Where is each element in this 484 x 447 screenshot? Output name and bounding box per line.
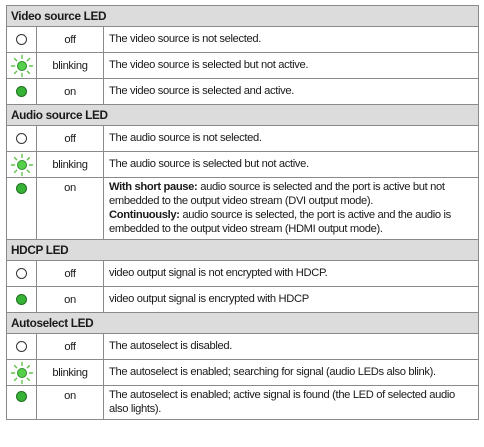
- led-off-icon: [14, 131, 29, 146]
- led-state: blinking: [37, 360, 104, 386]
- continuously-label: Continuously:: [109, 209, 180, 221]
- led-description: The audio source is not selected.: [104, 126, 479, 152]
- section-title: HDCP LED: [7, 240, 479, 261]
- led-state: off: [37, 27, 104, 53]
- section-header-row: [7, 240, 479, 261]
- table-row: [7, 287, 479, 313]
- led-state: off: [37, 126, 104, 152]
- led-state: on: [37, 287, 104, 313]
- table-row: [7, 360, 479, 386]
- led-state: on: [37, 386, 104, 420]
- table-row: [7, 334, 479, 360]
- led-description: The video source is selected and active.: [104, 79, 479, 105]
- led-status-document: [6, 5, 478, 420]
- section-title: Autoselect LED: [7, 313, 479, 334]
- led-state: off: [37, 334, 104, 360]
- short-pause-label: With short pause:: [109, 181, 198, 193]
- led-description: The autoselect is disabled.: [104, 334, 479, 360]
- section-header-row: [7, 6, 479, 27]
- continuously-text: audio source is selected, the port is active and the audio is embedded to the output video stream (HDMI output mode).: [109, 209, 451, 235]
- led-off-icon: [14, 266, 29, 281]
- table-row: [7, 386, 479, 420]
- section-title: Audio source LED: [7, 105, 479, 126]
- led-description: video output signal is encrypted with HDCP: [104, 287, 479, 313]
- led-blinking-icon: [14, 365, 29, 380]
- led-blinking-icon: [14, 157, 29, 172]
- section-header-row: [7, 313, 479, 334]
- table-row: [7, 261, 479, 287]
- led-state: on: [37, 79, 104, 105]
- led-on-icon: [14, 84, 29, 99]
- table-row: [7, 126, 479, 152]
- led-blinking-icon: [14, 58, 29, 73]
- led-description: The autoselect is enabled; searching for signal (audio LEDs also blink).: [104, 360, 479, 386]
- led-state: on: [37, 178, 104, 240]
- led-description: video output signal is not encrypted with HDCP.: [104, 261, 479, 287]
- led-description: The video source is not selected.: [104, 27, 479, 53]
- led-on-icon: [14, 389, 29, 404]
- led-on-icon: [14, 181, 29, 196]
- table-row: [7, 152, 479, 178]
- led-description: The autoselect is enabled; active signal is found (the LED of selected audio also lights).: [104, 386, 479, 420]
- section-title: Video source LED: [7, 6, 479, 27]
- led-description: The audio source is selected but not active.: [104, 152, 479, 178]
- led-off-icon: [14, 339, 29, 354]
- led-on-icon: [14, 292, 29, 307]
- led-state: blinking: [37, 53, 104, 79]
- table-row: [7, 53, 479, 79]
- led-description: The video source is selected but not active.: [104, 53, 479, 79]
- led-state: off: [37, 261, 104, 287]
- led-status-table: [6, 5, 479, 420]
- table-row: [7, 27, 479, 53]
- short-pause-text: audio source is selected and the port is active but not embedded to the output video stream (DVI output mode).: [109, 181, 445, 207]
- table-row: [7, 79, 479, 105]
- table-row: [7, 178, 479, 240]
- section-header-row: [7, 105, 479, 126]
- led-off-icon: [14, 32, 29, 47]
- led-state: blinking: [37, 152, 104, 178]
- led-description: [104, 178, 479, 240]
